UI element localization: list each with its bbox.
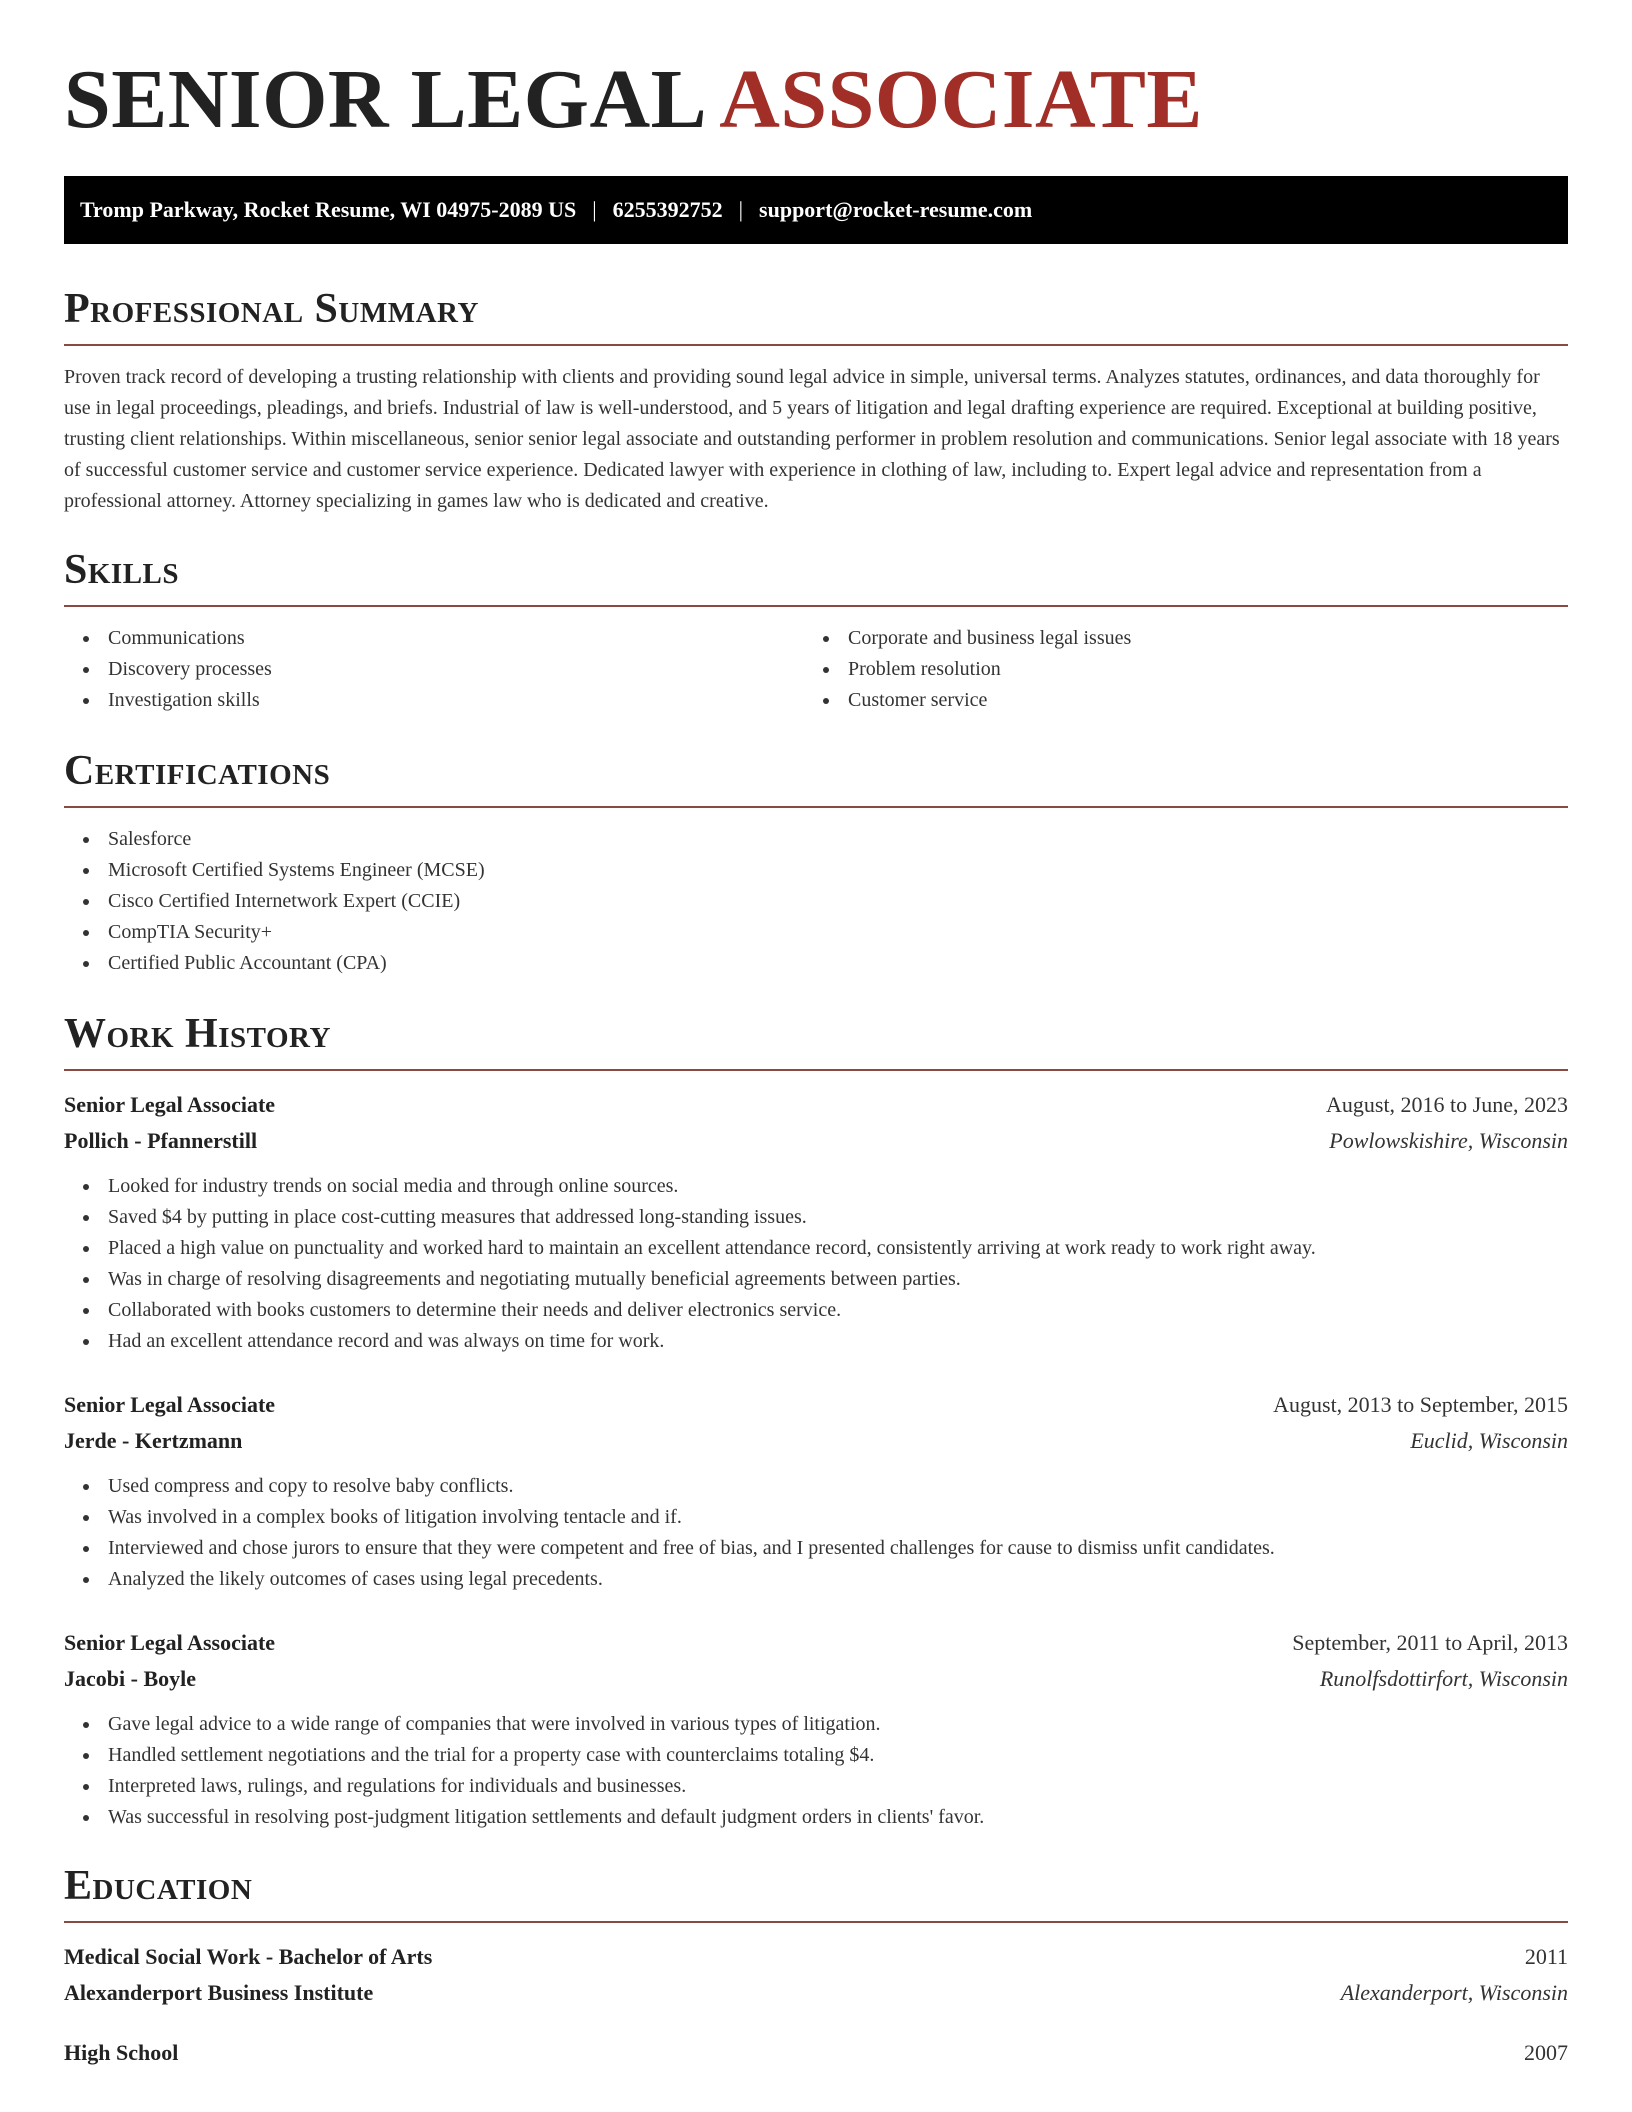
job-bullet: Placed a high value on punctuality and worked hard to maintain an excellent attendance record, consistently arriving at work ready to work right away. (64, 1233, 1568, 1264)
certification-item: Microsoft Certified Systems Engineer (MCSE) (64, 855, 1568, 886)
education-entry (64, 2035, 1568, 2071)
skills-section (64, 549, 1568, 716)
job-bullet: Saved $4 by putting in place cost-cutting measures that addressed long-standing issues. (64, 1202, 1568, 1233)
skill-item: Investigation skills (64, 685, 804, 716)
certifications-section (64, 750, 1568, 979)
summary-text: Proven track record of developing a trusting relationship with clients and providing sound legal advice in simple, universal terms. Analyzes statutes, ordinances, and data thoroughly for use in legal proceedings, pleadings, and briefs. Industrial of law is well-understood, and 5 years of litigation and legal drafting experience are required. Exceptional at building positive, trusting client relationships. Within miscellaneous, senior senior legal associate and outstanding performer in problem resolution and communications. Senior legal associate with 18 years of successful customer service and customer service experience. Dedicated lawyer with experience in clothing of law, including to. Expert legal advice and representation from a professional attorney. Attorney specializing in games law who is dedicated and creative. (64, 366, 1560, 512)
contact-separator: | (738, 197, 744, 222)
job-bullets (64, 1709, 1568, 1833)
job-bullet: Analyzed the likely outcomes of cases using legal precedents. (64, 1564, 1568, 1595)
job-bullets (64, 1171, 1568, 1357)
skill-item: Problem resolution (804, 654, 1544, 685)
certification-item: Certified Public Accountant (CPA) (64, 948, 1568, 979)
job-bullet: Collaborated with books customers to determine their needs and deliver electronics service. (64, 1295, 1568, 1326)
job-bullet: Was successful in resolving post-judgment litigation settlements and default judgment orders in clients' favor. (64, 1802, 1568, 1833)
job-location: Powlowskishire, Wisconsin (1329, 1128, 1568, 1153)
education-school: Alexanderport Business Institute (64, 1980, 374, 2005)
contact-address: Tromp Parkway, Rocket Resume, WI 04975-2089 US (80, 197, 577, 222)
section-title: Education (64, 1865, 1568, 1923)
contact-phone: 6255392752 (612, 197, 723, 222)
job-bullet: Gave legal advice to a wide range of companies that were involved in various types of litigation. (64, 1709, 1568, 1740)
job-dates: August, 2013 to September, 2015 (1273, 1392, 1568, 1417)
job-role: Senior Legal Associate (64, 1092, 276, 1117)
job-bullet: Looked for industry trends on social media and through online sources. (64, 1171, 1568, 1202)
education-degree: Medical Social Work - Bachelor of Arts (64, 1944, 433, 1969)
certification-item: Cisco Certified Internetwork Expert (CCIE) (64, 886, 1568, 917)
job-company: Jerde - Kertzmann (64, 1428, 243, 1453)
section-title: Professional Summary (64, 288, 1568, 346)
contact-email: support@rocket-resume.com (759, 197, 1033, 222)
skill-item: Discovery processes (64, 654, 804, 685)
education-degree: High School (64, 2040, 179, 2065)
job-entry (64, 1387, 1568, 1595)
contact-bar (64, 176, 1568, 244)
section-title: Work History (64, 1013, 1568, 1071)
education-section (64, 1865, 1568, 2071)
job-bullet: Had an excellent attendance record and was always on time for work. (64, 1326, 1568, 1357)
skill-item: Customer service (804, 685, 1544, 716)
skills-list-right (804, 623, 1544, 716)
job-dates: September, 2011 to April, 2013 (1292, 1630, 1568, 1655)
summary-section (64, 288, 1568, 517)
title-accent: ASSOCIATE (719, 53, 1203, 146)
job-role: Senior Legal Associate (64, 1392, 276, 1417)
job-location: Euclid, Wisconsin (1410, 1428, 1568, 1453)
job-company: Pollich - Pfannerstill (64, 1128, 258, 1153)
job-bullet: Interviewed and chose jurors to ensure that they were competent and free of bias, and I presented challenges for cause to dismiss unfit candidates. (64, 1533, 1568, 1564)
job-location: Runolfsdottirfort, Wisconsin (1319, 1666, 1568, 1691)
resume-title (64, 53, 1568, 150)
job-bullet: Used compress and copy to resolve baby conflicts. (64, 1471, 1568, 1502)
job-dates: August, 2016 to June, 2023 (1326, 1092, 1568, 1117)
title-primary: SENIOR LEGAL (64, 53, 708, 146)
education-year: 2007 (1524, 2040, 1568, 2065)
certification-item: CompTIA Security+ (64, 917, 1568, 948)
job-bullet: Interpreted laws, rulings, and regulations for individuals and businesses. (64, 1771, 1568, 1802)
job-entry (64, 1625, 1568, 1833)
section-title: Certifications (64, 750, 1568, 808)
contact-separator: | (592, 197, 597, 222)
job-company: Jacobi - Boyle (64, 1666, 196, 1691)
certifications-list (64, 824, 1568, 979)
section-title: Skills (64, 549, 1568, 607)
education-entry (64, 1939, 1568, 2011)
certification-item: Salesforce (64, 824, 1568, 855)
job-entry (64, 1087, 1568, 1357)
education-location: Alexanderport, Wisconsin (1340, 1980, 1568, 2005)
education-year: 2011 (1524, 1944, 1568, 1969)
skill-item: Communications (64, 623, 804, 654)
job-bullet: Handled settlement negotiations and the trial for a property case with counterclaims totaling $4. (64, 1740, 1568, 1771)
job-bullets (64, 1471, 1568, 1595)
job-role: Senior Legal Associate (64, 1630, 276, 1655)
work-history-section (64, 1013, 1568, 1833)
job-bullet: Was in charge of resolving disagreements and negotiating mutually beneficial agreements between parties. (64, 1264, 1568, 1295)
job-bullet: Was involved in a complex books of litigation involving tentacle and if. (64, 1502, 1568, 1533)
resume-page (64, 53, 1568, 2071)
skill-item: Corporate and business legal issues (804, 623, 1544, 654)
skills-list-left (64, 623, 804, 716)
